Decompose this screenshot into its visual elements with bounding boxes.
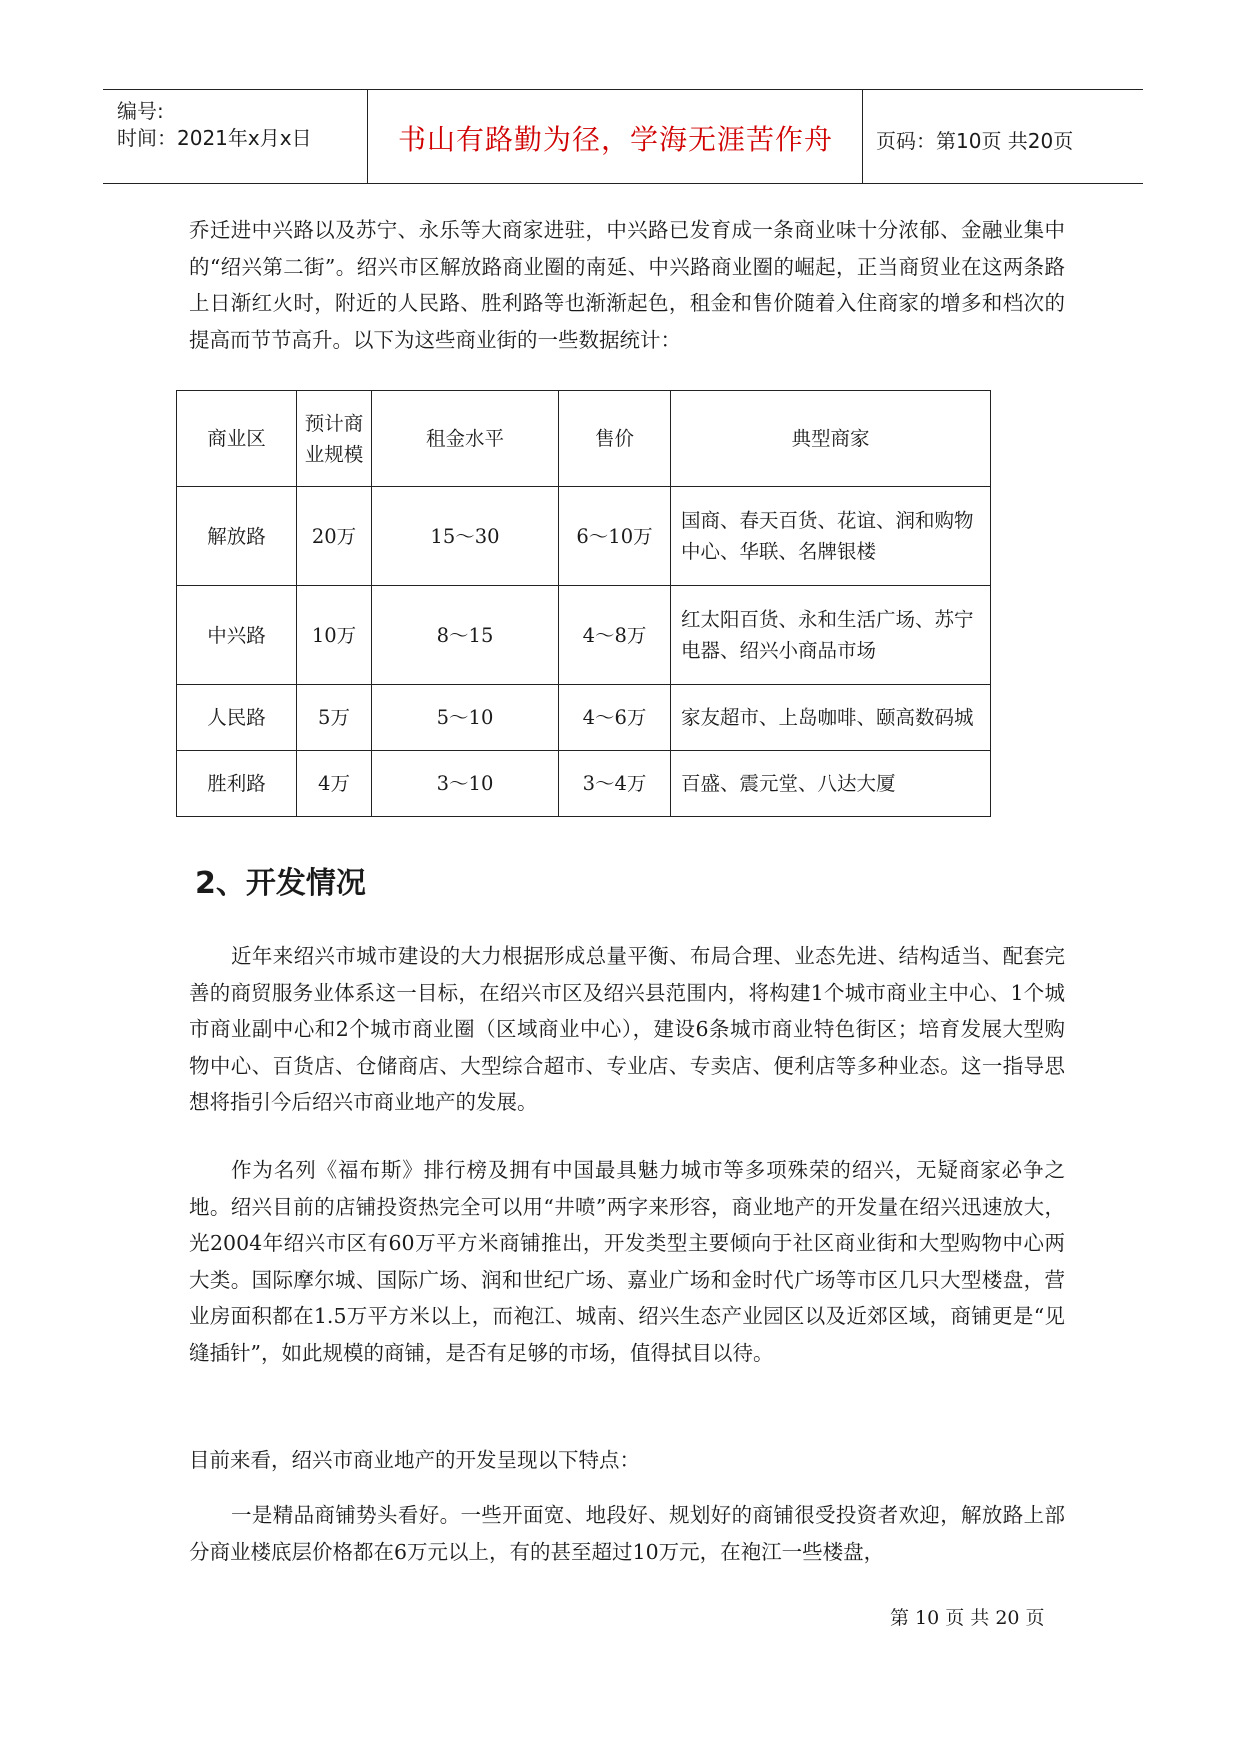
- body-paragraph: 目前来看，绍兴市商业地产的开发呈现以下特点：: [189, 1448, 640, 1472]
- header-center-cell: [369, 90, 863, 183]
- header-left-cell: [103, 90, 368, 183]
- table-header-cell: 售价: [559, 391, 671, 487]
- table-cell: 4～6万: [559, 685, 671, 751]
- table-row: [177, 487, 991, 586]
- table-cell: 解放路: [177, 487, 297, 586]
- table-cell: 5万: [297, 685, 372, 751]
- document-code-label: 编号:: [117, 99, 164, 123]
- intro-paragraph: 乔迁进中兴路以及苏宁、永乐等大商家进驻，中兴路已发育成一条商业味十分浓郁、金融业集中的“绍兴第二街”。绍兴市区解放路商业圈的南延、中兴路商业圈的崛起，正当商贸业在这两条路上日渐红火时，附近的人民路、胜利路等也渐渐起色，租金和售价随着入住商家的增多和档次的提高而节节高升。以下为这些商业街的一些数据统计：: [189, 218, 1065, 352]
- table-cell: 6～10万: [559, 487, 671, 586]
- document-time-label: 时间：2021年x月x日: [117, 126, 312, 150]
- table-cell: 国商、春天百货、花谊、润和购物中心、华联、名牌银楼: [671, 487, 991, 586]
- body-paragraph: 一是精品商铺势头看好。一些开面宽、地段好、规划好的商铺很受投资者欢迎，解放路上部分商业楼底层价格都在6万元以上，有的甚至超过10万元，在袍江一些楼盘，: [189, 1503, 1065, 1564]
- table-cell: 人民路: [177, 685, 297, 751]
- table-cell: 8～15: [372, 586, 559, 685]
- body-paragraph: 近年来绍兴市城市建设的大力根据形成总量平衡、布局合理、业态先进、结构适当、配套完善的商贸服务业体系这一目标，在绍兴市区及绍兴县范围内，将构建1个城市商业主中心、1个城市商业副中心和2个城市商业圈（区域商业中心），建设6条城市商业特色街区；培育发展大型购物中心、百货店、仓储商店、大型综合超市、专业店、专卖店、便利店等多种业态。这一指导思想将指引今后绍兴市商业地产的发展。: [189, 944, 1065, 1114]
- header-page-number: 页码：第10页 共20页: [876, 129, 1074, 153]
- table-cell: 家友超市、上岛咖啡、颐高数码城: [671, 685, 991, 751]
- section-heading: 2、开发情况: [195, 866, 366, 901]
- table-cell: 10万: [297, 586, 372, 685]
- page-footer: 第 10 页 共 20 页: [890, 1607, 1045, 1629]
- table-cell: 百盛、震元堂、八达大厦: [671, 751, 991, 817]
- table-row: [177, 685, 991, 751]
- table-cell: 5～10: [372, 685, 559, 751]
- table-row: [177, 586, 991, 685]
- table-cell: 3～10: [372, 751, 559, 817]
- body-paragraph: 作为名列《福布斯》排行榜及拥有中国最具魅力城市等多项殊荣的绍兴，无疑商家必争之地。绍兴目前的店铺投资热完全可以用“井喷”两字来形容，商业地产的开发量在绍兴迅速放大，光2004年绍兴市区有60万平方米商铺推出，开发类型主要倾向于社区商业街和大型购物中心两大类。国际摩尔城、国际广场、润和世纪广场、嘉业广场和金时代广场等市区几只大型楼盘，营业房面积都在1.5万平方米以上，而袍江、城南、绍兴生态产业园区以及近郊区域，商铺更是“见缝插针”，如此规模的商铺，是否有足够的市场，值得拭目以待。: [189, 1158, 1065, 1365]
- table-cell: 红太阳百货、永和生活广场、苏宁电器、绍兴小商品市场: [671, 586, 991, 685]
- table-header-row: [177, 391, 991, 487]
- commercial-street-table: [176, 390, 991, 817]
- table-cell: 4万: [297, 751, 372, 817]
- table-header-cell: 商业区: [177, 391, 297, 487]
- table-cell: 中兴路: [177, 586, 297, 685]
- table-cell: 3～4万: [559, 751, 671, 817]
- table-header-cell: 典型商家: [671, 391, 991, 487]
- header-motto: 书山有路勤为径，学海无涯苦作舟: [397, 123, 833, 156]
- table-header-cell: 预计商业规模: [297, 391, 372, 487]
- table-cell: 15～30: [372, 487, 559, 586]
- header-right-cell: [864, 90, 1143, 183]
- table-header-cell: 租金水平: [372, 391, 559, 487]
- table-cell: 20万: [297, 487, 372, 586]
- table-cell: 胜利路: [177, 751, 297, 817]
- document-header: [103, 89, 1143, 184]
- table-row: [177, 751, 991, 817]
- table-cell: 4～8万: [559, 586, 671, 685]
